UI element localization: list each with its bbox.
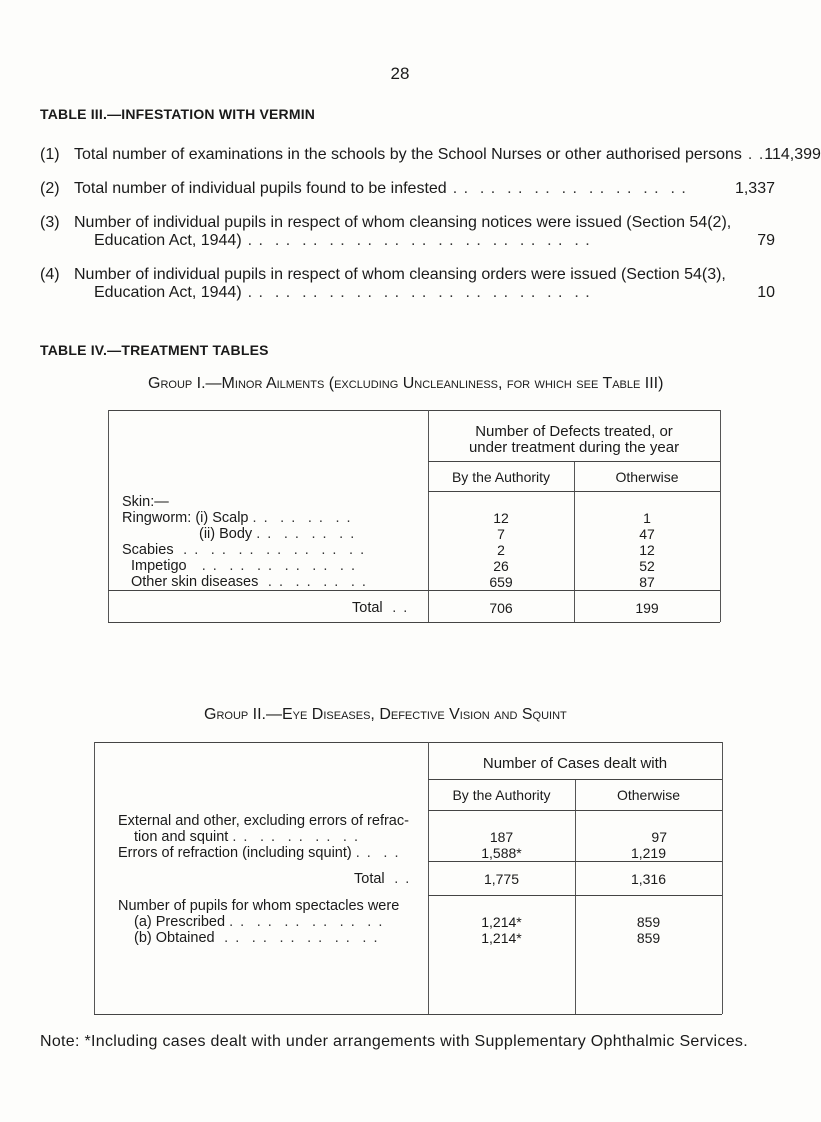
row-otherwise: 52 [639,558,655,574]
footnote: Note: *Including cases dealt with under arrangements with Supplementary Ophthalmic Services. [40,1033,748,1050]
row-label: (b) Obtained . . . . . . . . . . . . [134,930,379,946]
group-1-col-head-rule [428,491,720,492]
leader-dots: . . [747,146,765,163]
row-otherwise: 12 [639,542,655,558]
item-number: (3) [40,214,60,231]
row-label: Impetigo . . . . . . . . . . . . [131,558,357,574]
table-3-item-4 [40,266,775,302]
row-label-line-1: External and other, excluding errors of refrac- [118,813,409,829]
item-number: (1) [40,146,60,163]
leader-dots: . . . . . . . . . . . . . . . . . . . . . . . . . . [247,232,591,249]
total-label: Total . . [352,600,409,616]
group-2-subtotal-rule [428,861,722,862]
group-2-header-rule [428,779,722,780]
total-otherwise: 1,316 [630,871,667,887]
group-2-col-head-rule [428,810,722,811]
row-authority: 1,588* [481,845,522,861]
group-1-header-rule [428,461,720,462]
row-otherwise: 97 [651,829,667,845]
item-text: Number of individual pupils in respect of whom cleansing notices were issued (Section 54(2), [74,214,732,231]
group-1-header-line-2: under treatment during the year [468,439,680,456]
item-text: Total number of individual pupils found to be infested [74,180,447,197]
group-2-right-rule [722,742,723,1014]
item-text-continued: Education Act, 1944) [94,284,242,301]
group-1-bottom-rule [108,622,720,623]
row-label: Other skin diseases . . . . . . . . [131,574,368,590]
row-otherwise: 1,219 [630,845,667,861]
group-1-top-rule [108,410,720,411]
row-label: Errors of refraction (including squint) . . . . [118,845,400,861]
item-value: 79 [757,232,775,249]
row-authority: 659 [489,574,513,590]
row-label-line-2: tion and squint . . . . . . . . . . [134,829,360,845]
row-authority: 1,214* [481,914,522,930]
table-3-item-2 [40,180,775,198]
group-1-total-rule [108,590,720,591]
table-3-item-3 [40,214,775,250]
row-otherwise: 1 [643,510,651,526]
row-authority: 26 [493,558,509,574]
item-value: 10 [757,284,775,301]
group-1-header [428,424,720,456]
spectacles-label: Number of pupils for whom spectacles were [118,898,400,914]
item-number: (4) [40,266,60,283]
item-value: 114,399 [764,146,821,163]
group-2-left-rule [94,742,95,1014]
row-otherwise: 859 [636,930,661,946]
row-authority: 2 [497,542,505,558]
group-2-col-otherwise: Otherwise [616,787,681,803]
table-3-title: TABLE III.—INFESTATION WITH VERMIN [40,106,316,122]
row-authority: 187 [489,829,514,845]
item-number: (2) [40,180,60,197]
page-number: 28 [390,64,410,83]
group-2-header: Number of Cases dealt with [482,755,668,772]
item-text-continued: Education Act, 1944) [94,232,242,249]
total-authority: 1,775 [483,871,520,887]
row-label: Ringworm: (i) Scalp . . . . . . . . [122,510,353,526]
leader-dots: . . . . . . . . . . . . . . . . . . [452,180,687,197]
group-1-col-otherwise: Otherwise [615,469,679,485]
row-label: Scabies . . . . . . . . . . . . . . [122,542,366,558]
total-otherwise: 199 [635,600,659,616]
item-text: Number of individual pupils in respect of whom cleansing orders were issued (Section 54(3), [74,266,726,283]
row-authority: 7 [497,526,505,542]
group-1-right-rule [720,410,721,622]
row-label: (ii) Body . . . . . . . . [199,526,356,542]
group-1-caption: Group I.—Minor Ailments (excluding Uncleanliness, for which see Table III) [148,375,664,392]
total-label: Total . . [354,871,411,887]
item-text: Total number of examinations in the schools by the School Nurses or other authorised persons [74,146,742,163]
group-2-total-rule [428,895,722,896]
group-2-caption: Group II.—Eye Diseases, Defective Vision and Squint [204,706,567,723]
row-otherwise: 47 [639,526,655,542]
total-authority: 706 [489,600,513,616]
row-authority: 12 [493,510,509,526]
group-2-top-rule [94,742,722,743]
group-2-bottom-rule [94,1014,722,1015]
group-1-col-authority: By the Authority [451,469,551,485]
table-4-title: TABLE IV.—TREATMENT TABLES [40,342,269,358]
row-otherwise: 87 [639,574,655,590]
group-1-header-line-1: Number of Defects treated, or [475,423,673,440]
item-value: 1,337 [734,180,775,197]
row-otherwise: 859 [636,914,661,930]
leader-dots: . . . . . . . . . . . . . . . . . . . . . . . . . . [247,284,591,301]
table-3-item-1 [40,146,821,164]
skin-label: Skin:— [122,494,169,510]
row-label: (a) Prescribed . . . . . . . . . . . . [134,914,384,930]
group-2-col-authority: By the Authority [452,787,551,803]
group-2-col-divider [575,779,576,1014]
row-authority: 1,214* [481,930,522,946]
